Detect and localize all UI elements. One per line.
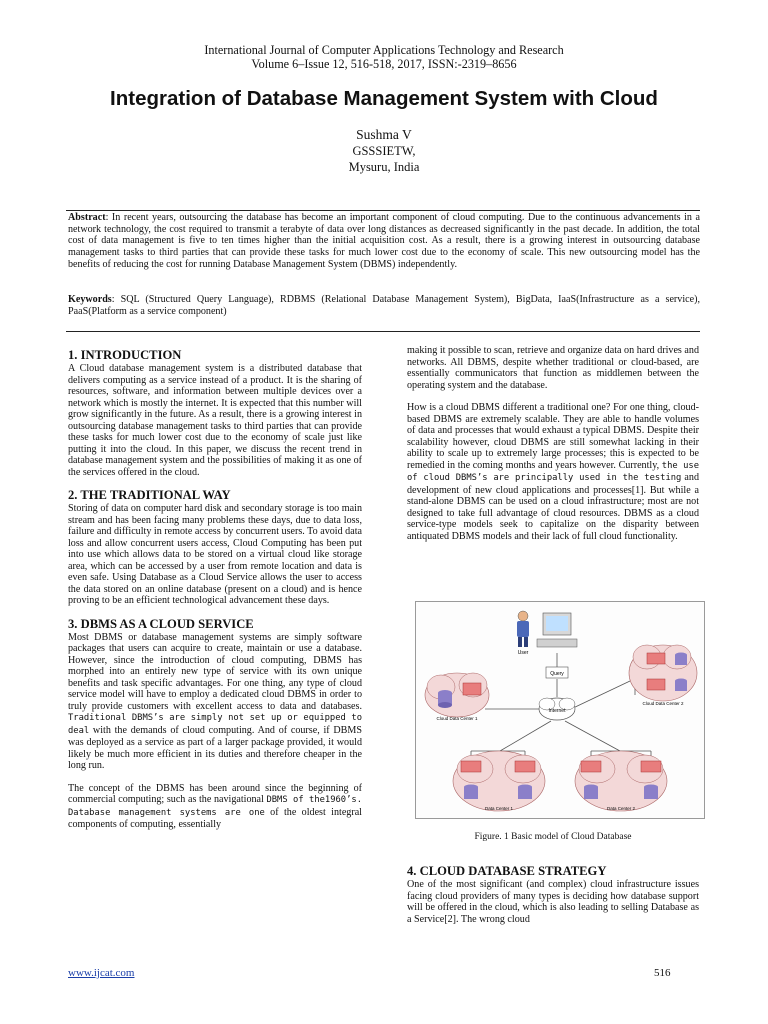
data-center-1-label: Data Center 1	[484, 806, 514, 811]
figure-caption: Figure. 1 Basic model of Cloud Database	[474, 832, 632, 842]
strategy-paragraph: One of the most significant (and complex) cloud infrastructure issues facing cloud providers of many types is deciding how database support will be offered in the cloud, which is also leading to selling Database as a Service[2]. The wrong cloud	[407, 879, 699, 925]
query-label: Query	[550, 671, 564, 677]
keywords	[68, 294, 700, 317]
right-column-bottom	[407, 864, 699, 925]
dbms-p1-text-a: Most DBMS or database management systems are simply software packages that users can acquire to create, maintain or use a database. However, since the introduction of cloud computing, DBMS has morphed into an entirely new type of service with its own unique benefits and task specific advantages. For one thing, any type of cloud service model will have to employ a dedicated cloud DBMS in order to truly provide customers with excellent access to data and databases.	[68, 631, 362, 712]
data-center-2-label: Data Center 2	[606, 806, 636, 811]
top-divider	[66, 210, 700, 211]
dbms-paragraph-4	[407, 402, 699, 542]
dbms-p1-text-b: Traditional DBMS’s are simply not set up or equipped to deal	[68, 713, 362, 736]
left-column	[68, 348, 362, 831]
figure-diagram	[415, 601, 705, 819]
dbms-p2-text-b: DBMS of the1960’s. Database management systems are one	[68, 795, 362, 818]
author-name: Sushma V	[356, 127, 412, 142]
paper-title: Integration of Database Management System with Cloud	[110, 87, 658, 110]
section-heading-traditional: 2. THE TRADITIONAL WAY	[68, 488, 231, 502]
cloud-dc1-label: Cloud Data Center 1	[436, 716, 478, 721]
dbms-p2-text-c: of the oldest integral components of computing, essentially	[68, 806, 362, 830]
author-affiliation: GSSSIETW,	[352, 144, 416, 158]
dbms-paragraph-1	[68, 632, 362, 772]
section-heading-introduction: 1. INTRODUCTION	[68, 348, 182, 362]
journal-issue: Volume 6–Issue 12, 516-518, 2017, ISSN:-2319–8656	[251, 57, 517, 71]
dbms-p1-text-c: with the demands of cloud computing. And of course, if DBMS was deployed as a service as part of a larger package provided, it would likely be much more efficient in its duties and therefore cheaper in the long run.	[68, 724, 362, 771]
author-location: Mysuru, India	[348, 160, 420, 174]
intro-paragraph: A Cloud database management system is a distributed database that delivers computing as a service instead of a product. It is the sharing of resources, software, and information between multiple devices over a network which is mostly the internet. It is expected that this number will grow significantly in the future. As a result, there is a growing interest in outsourcing database management tasks to third parties that can provide these tasks for much lower cost due to the economy of scale just like putting it into the cloud. In this paper, we discuss the recent trend in database management system and the possibilities of making it as one of the services offered in the cloud.	[68, 363, 362, 478]
section-heading-strategy: 4. CLOUD DATABASE STRATEGY	[407, 864, 607, 878]
keywords-label: Keywords	[68, 294, 112, 305]
author-block	[0, 127, 768, 175]
journal-name: International Journal of Computer Applications Technology and Research	[204, 43, 564, 57]
abstract	[68, 212, 700, 271]
cloud-data-center-2	[629, 645, 697, 701]
section-heading-dbms-cloud: 3. DBMS AS A CLOUD SERVICE	[68, 616, 254, 631]
footer-journal-link[interactable]: www.ijcat.com	[68, 967, 135, 979]
cloud-data-center-1	[425, 673, 489, 717]
cloud-dc2-label: Cloud Data Center 2	[642, 701, 684, 706]
bottom-divider	[66, 331, 700, 332]
dbms-p2-text-a: The concept of the DBMS has been around since the beginning of commercial computing; such as the navigational	[68, 782, 362, 805]
dbms-paragraph-3: making it possible to scan, retrieve and organize data on hard drives and networks. All DBMS, despite whether traditional or cloud-based, are essentially communicators that function as middlemen between the operating system and the database.	[407, 345, 699, 391]
dbms-paragraph-2	[68, 783, 362, 831]
dbms-p4-text-b: the use of cloud DBMS’s are principally used in the testing	[407, 460, 699, 483]
data-center-1	[453, 751, 545, 811]
keywords-text: : SQL (Structured Query Language), RDBMS (Relational Database Management System), BigData, IaaS(Infrastructure as a service), PaaS(Platform as a service component)	[68, 294, 700, 317]
dbms-p4-text-a: How is a cloud DBMS different a traditional one? For one thing, cloud-based DBMS are extremely scalable. They are able to handle volumes of data and processes that would exhaust a typical DBMS. Despite their scalability however, cloud DBMS are still somewhat lacking in their ability to scale up to extremely large processes; this is expected to be remedied in the coming months and years however. Currently,	[407, 402, 699, 471]
journal-header	[0, 43, 768, 71]
abstract-text: : In recent years, outsourcing the database has become an important component of cloud computing. Due to the continuous advancements in a network technology, the cost required to transmit a terabyte of data over long distances as decreased significantly in the past decade. In addition, the total cost of data management is five to ten times higher than the initial acquisition cost. As a result, there is a growing interest in outsourcing database management tasks to third parties that can provide these tasks for much lower cost due to the economy of scale. This new outsourcing model has the benefits of reducing the cost for running Database Management System (DBMS) independently.	[68, 212, 700, 270]
page-number: 516	[654, 967, 671, 979]
user-label: User	[517, 650, 529, 656]
abstract-label: Abstract	[68, 212, 106, 223]
internet-label: Internet	[548, 708, 566, 714]
right-column-top	[407, 345, 699, 542]
computer-icon	[537, 613, 577, 647]
data-center-2	[575, 751, 667, 811]
figure-cloud-database-model	[415, 601, 705, 819]
traditional-paragraph: Storing of data on computer hard disk and secondary storage is too main stream and has been facing many problems these days, due to data loss, failure and difficulty in remote access by concurrent users. To avoid data loss and allow concurrent users access, Cloud Computing has been put into use which allows data to be stored on a virtual cloud like storage area, which can be accessed by a user from remote location and data is even safe. Using Database as a Cloud Service allows the user to access the data stored on an online database (present on a cloud) and is hence proving to be an efficient technological advancement these days.	[68, 503, 362, 606]
dbms-p4-text-c: and development of new cloud applications and processes[1]. But while a stand-alone DBMS can be used on a cloud infrastructure; most are not designed to take full advantage of cloud resources. DBMS as a cloud service-type models seek to capitalize on the disparity between antiquated DBMS models and their lack of full cloud functionality.	[407, 472, 699, 542]
